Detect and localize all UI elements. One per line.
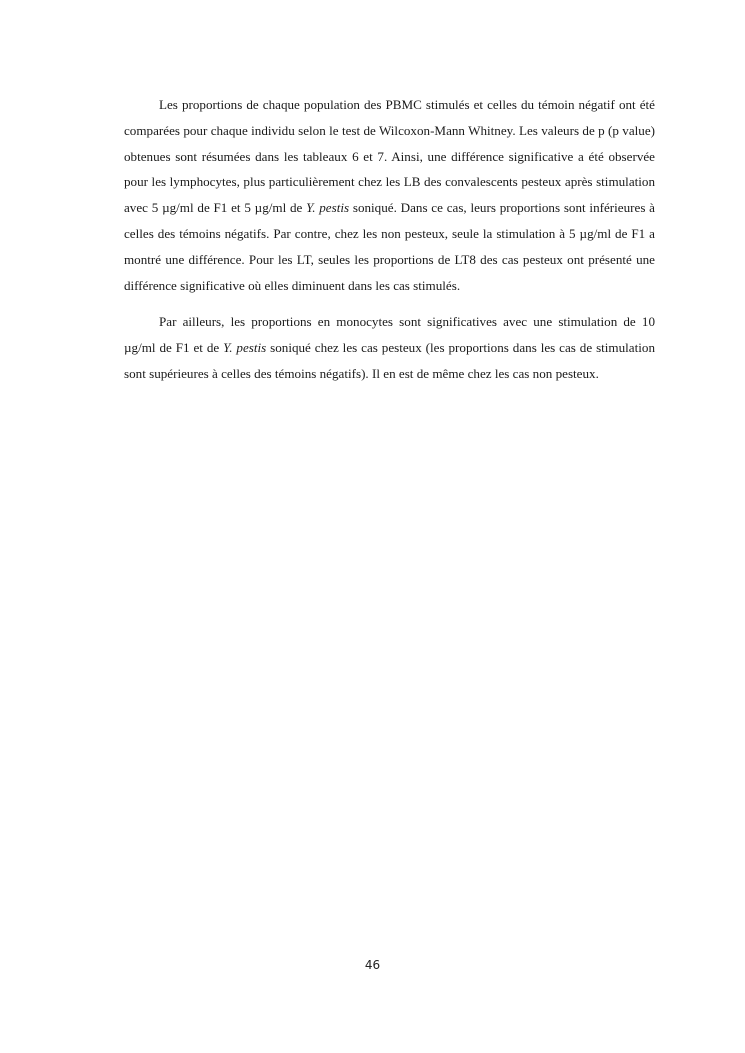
paragraph-1-text-2: soniqué. Dans ce cas, leurs proportions sont inférieures à celles des témoins négatifs. Par contre, chez les non pesteux, seule la stimulation à 5 µg/ml de F1 a montré une différence. Pour les LT, seules les proportions de LT8 des cas pesteux ont présenté une différence significative où elles diminuent dans les cas stimulés. — [124, 200, 655, 293]
paragraph-monocytes — [124, 309, 655, 386]
paragraph-2-text-2: soniqué chez les cas pesteux (les proportions dans les cas de stimulation sont supérieures à celles des témoins négatifs). Il en est de même chez les cas non pesteux. — [124, 340, 655, 381]
page-number: 46 — [364, 958, 381, 972]
paragraph-2-text-1: Par ailleurs, les proportions en monocytes sont significatives avec une stimulation de 10 µg/ml de F1 et de — [124, 314, 655, 356]
species-name-y-pestis: Y. pestis — [306, 200, 350, 216]
paragraph-1-text-1: Les proportions de chaque population des PBMC stimulés et celles du témoin négatif ont été comparées pour chaque individu selon le test de Wilcoxon-Mann Whitney. Les valeurs de p (p value) obtenues sont résumées dans les tableaux 6 et 7. Ainsi, une différence significative a été observée pour les lymphocytes, plus particulièrement chez les LB des convalescents pesteux après stimulation avec 5 µg/ml de F1 et 5 µg/ml de — [124, 97, 655, 216]
species-name-y-pestis: Y. pestis — [223, 340, 267, 356]
body-text — [124, 92, 655, 387]
paragraph-stimulation-results — [124, 92, 655, 298]
